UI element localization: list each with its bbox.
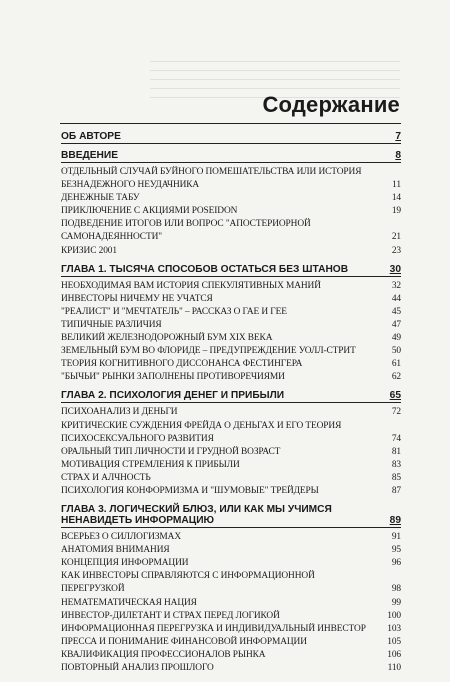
toc-entry[interactable] [61,485,401,498]
toc-entry[interactable] [61,218,401,244]
section-heading-page: 65 [389,390,401,402]
toc-entry-title: ПРЕССА И ПОНИМАНИЕ ФИНАНСОВОЙ ИНФОРМАЦИИ [61,636,307,647]
toc-entry-title: ИНВЕСТОР-ДИЛЕТАНТ И СТРАХ ПЕРЕД ЛОГИКОЙ [61,610,280,621]
section-heading-title: ОБ АВТОРЕ [61,131,121,142]
toc-section [61,264,401,385]
toc-entry-page: 87 [391,485,401,496]
toc-entry-page: 19 [391,206,401,217]
toc-entry-title: ДЕНЕЖНЫЕ ТАБУ [61,193,140,204]
toc-entry[interactable] [61,623,401,636]
toc-entry[interactable] [61,472,401,485]
toc-entry-title: ВСЕРЬЕЗ О СИЛЛОГИЗМАХ [61,532,181,543]
toc-entry-page: 74 [391,433,401,444]
toc-entry[interactable] [61,557,401,570]
toc-section [61,150,401,258]
section-heading[interactable] [61,264,401,277]
toc-entry[interactable] [61,205,401,218]
toc-entry-title: ЗЕМЕЛЬНЫЙ БУМ ВО ФЛОРИДЕ – ПРЕДУПРЕЖДЕНИЕ УОЛЛ-СТРИТ [61,346,356,357]
page-title: Содержание [262,92,400,117]
toc-entry-title: ПОВТОРНЫЙ АНАЛИЗ ПРОШЛОГО [61,663,214,673]
toc-entry[interactable] [61,570,401,596]
toc-entry-page: 23 [391,245,401,256]
toc-section [61,390,401,498]
toc-entry-title: НЕМАТЕМАТИЧЕСКАЯ НАЦИЯ [61,597,197,608]
toc-entry-page: 61 [391,359,401,370]
toc-entry-title: КРИТИЧЕСКИЕ СУЖДЕНИЯ ФРЕЙДА О ДЕНЬГАХ И ЕГО ТЕОРИЯ ПСИХОСЕКСУАЛЬНОГО РАЗВИТИЯ [61,420,342,444]
toc-entry[interactable] [61,597,401,610]
toc-entry-page: 105 [387,636,401,647]
toc-entry[interactable] [61,531,401,544]
toc-entry-page: 44 [391,293,401,304]
section-heading-page: 89 [389,515,401,527]
toc-entry-page: 103 [387,623,401,634]
toc-entry[interactable] [61,306,401,319]
toc-entry-title: АНАТОМИЯ ВНИМАНИЯ [61,545,170,556]
toc-entry[interactable] [61,446,401,459]
toc-entry-title: ТЕОРИЯ КОГНИТИВНОГО ДИССОНАНСА ФЕСТИНГЕРА [61,359,303,370]
title-divider [60,123,401,124]
section-heading[interactable] [61,504,401,528]
toc-entry-page: 100 [387,610,401,621]
toc-entry-page: 50 [391,346,401,357]
toc-entry-page: 98 [391,584,401,595]
toc-entry-title: ИНФОРМАЦИОННАЯ ПЕРЕГРУЗКА И ИНДИВИДУАЛЬНЫЙ ИНВЕСТОР [61,623,366,634]
toc-entry[interactable] [61,649,401,662]
section-heading-page: 7 [395,131,401,142]
toc-entry[interactable] [61,420,401,446]
toc-entry-page: 21 [391,232,401,243]
toc-entry-page: 83 [391,459,401,470]
toc-entry-page: 106 [387,649,401,660]
toc-entry-page: 96 [391,558,401,569]
toc-entry[interactable] [61,293,401,306]
toc-entry[interactable] [61,192,401,205]
toc-entry[interactable] [61,280,401,293]
toc-entry-page: 45 [391,306,401,317]
toc-entry-page: 85 [391,472,401,483]
toc-entry-title: "БЫЧЬИ" РЫНКИ ЗАПОЛНЕНЫ ПРОТИВОРЕЧИЯМИ [61,372,285,383]
toc-entry-title: КАК ИНВЕСТОРЫ СПРАВЛЯЮТСЯ С ИНФОРМАЦИОННОЙ ПЕРЕГРУЗКОЙ [61,571,315,595]
toc-section [61,131,401,144]
toc-entry[interactable] [61,544,401,557]
section-heading[interactable] [61,150,401,163]
toc-entry-page: 14 [391,193,401,204]
toc-entry-title: КРИЗИС 2001 [61,245,117,256]
section-heading[interactable] [61,390,401,403]
toc-entry-title: ПСИХОАНАЛИЗ И ДЕНЬГИ [61,407,178,418]
table-of-contents [61,131,401,681]
toc-entry-title: ОРАЛЬНЫЙ ТИП ЛИЧНОСТИ И ГРУДНОЙ ВОЗРАСТ [61,446,281,457]
toc-entry[interactable] [61,371,401,384]
toc-entry-page: 81 [391,446,401,457]
toc-entry[interactable] [61,245,401,258]
toc-entry-title: МОТИВАЦИЯ СТРЕМЛЕНИЯ К ПРИБЫЛИ [61,459,240,470]
toc-entry[interactable] [61,662,401,675]
toc-entry-title: ТИПИЧНЫЕ РАЗЛИЧИЯ [61,319,162,330]
toc-entry-page: 47 [391,319,401,330]
section-heading-page: 30 [389,263,401,275]
section-heading-title: ГЛАВА 1. ТЫСЯЧА СПОСОБОВ ОСТАТЬСЯ БЕЗ ШТАНОВ [61,263,349,275]
toc-entry-title: КОНЦЕПЦИЯ ИНФОРМАЦИИ [61,558,189,569]
section-heading-page: 8 [395,150,401,161]
toc-entry-page: 62 [391,372,401,383]
toc-entry-page: 11 [392,180,401,191]
section-heading-title: ГЛАВА 2. ПСИХОЛОГИЯ ДЕНЕГ И ПРИБЫЛИ [61,390,285,402]
toc-entry-page: 32 [391,280,401,291]
section-heading-title: ГЛАВА 3. ЛОГИЧЕСКИЙ БЛЮЗ, ИЛИ КАК МЫ УЧИМСЯ НЕНАВИДЕТЬ ИНФОРМАЦИЮ [61,504,332,527]
toc-entry-title: НЕОБХОДИМАЯ ВАМ ИСТОРИЯ СПЕКУЛЯТИВНЫХ МАНИЙ [61,280,321,291]
toc-entry-page: 110 [387,663,401,673]
toc-entry-page: 72 [391,407,401,418]
toc-entry-title: ОТДЕЛЬНЫЙ СЛУЧАЙ БУЙНОГО ПОМЕШАТЕЛЬСТВА ИЛИ ИСТОРИЯ БЕЗНАДЕЖНОГО НЕУДАЧНИКА [61,167,362,191]
toc-entry[interactable] [61,636,401,649]
toc-entry[interactable] [61,459,401,472]
toc-entry-title: "РЕАЛИСТ" И "МЕЧТАТЕЛЬ" – РАССКАЗ О ГАЕ И ГЕЕ [61,306,287,317]
toc-section [61,504,401,675]
toc-entry-title: ПСИХОЛОГИЯ КОНФОРМИЗМА И "ШУМОВЫЕ" ТРЕЙДЕРЫ [61,485,319,496]
toc-entry[interactable] [61,406,401,419]
toc-entry-title: КВАЛИФИКАЦИЯ ПРОФЕССИОНАЛОВ РЫНКА [61,649,266,660]
section-heading[interactable] [61,131,401,144]
section-heading-title: ВВЕДЕНИЕ [61,150,119,161]
toc-entry-page: 91 [391,532,401,543]
toc-entry[interactable] [61,332,401,345]
toc-entry-page: 49 [391,333,401,344]
toc-entry-title: ПОДВЕДЕНИЕ ИТОГОВ ИЛИ ВОПРОС "АПОСТЕРИОРНОЙ САМОНАДЕЯННОСТИ" [61,219,311,243]
toc-entry-page: 99 [391,597,401,608]
toc-entry[interactable] [61,345,401,358]
toc-entry[interactable] [61,319,401,332]
toc-entry-title: ВЕЛИКИЙ ЖЕЛЕЗНОДОРОЖНЫЙ БУМ XIX ВЕКА [61,333,273,344]
toc-entry[interactable] [61,166,401,192]
toc-entry-page: 95 [391,545,401,556]
toc-entry-title: ПРИКЛЮЧЕНИЕ С АКЦИЯМИ POSEIDON [61,206,238,217]
toc-entry[interactable] [61,358,401,371]
toc-entry-title: СТРАХ И АЛЧНОСТЬ [61,472,151,483]
toc-entry[interactable] [61,610,401,623]
toc-entry-title: ИНВЕСТОРЫ НИЧЕМУ НЕ УЧАТСЯ [61,293,213,304]
